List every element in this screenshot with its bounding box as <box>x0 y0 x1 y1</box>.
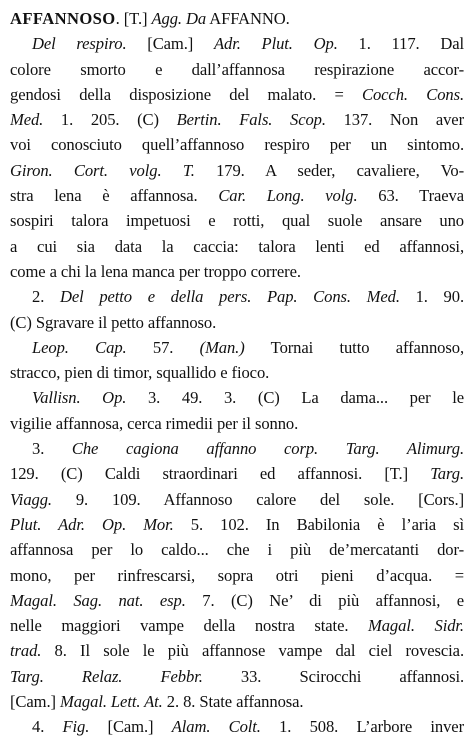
text-line <box>10 563 464 588</box>
text-span: 1. 90. <box>399 287 464 307</box>
italic-text: Fig. <box>62 717 90 737</box>
text-span: 4. <box>32 717 63 737</box>
text-span: vigilie affannosa, cerca rimedii per il sonno. <box>10 413 299 433</box>
text-span: Tornai tutto affannoso, <box>244 337 464 357</box>
italic-text: Agg. Da <box>151 9 207 28</box>
italic-text: Magal. Sidr. <box>368 616 464 636</box>
italic-text: Del respiro. <box>32 34 127 54</box>
text-span: 1. 508. L’arbore inver <box>260 717 464 737</box>
italic-text: Plut. Adr. Op. Mor. <box>10 514 174 534</box>
text-line <box>10 487 464 512</box>
text-line <box>10 638 464 663</box>
text-line <box>10 57 464 82</box>
text-span: sospiri talora impetuosi e rotti, qual suole ansare uno <box>10 211 464 231</box>
italic-text: Leop. Cap. <box>32 337 127 357</box>
text-span: . [T.] <box>115 9 152 28</box>
text-line <box>10 107 464 132</box>
text-line <box>10 436 464 461</box>
text-span: 57. <box>126 337 200 357</box>
italic-text: Car. Long. volg. <box>218 186 358 206</box>
text-span: stra lena è affannosa. <box>10 186 219 206</box>
text-span: [Cam.] <box>89 717 172 737</box>
text-line <box>10 158 464 183</box>
text-span: 129. (C) Caldi straordinari ed affannosi. [T.] <box>10 464 431 484</box>
text-span: 137. Non aver <box>325 110 464 130</box>
italic-text: Vallisn. Op. <box>32 388 127 408</box>
text-span: voi conosciuto quell’affannoso respiro per un sintomo. <box>10 135 464 155</box>
text-span: (C) Sgravare il petto affannoso. <box>10 312 217 332</box>
text-line <box>10 208 464 233</box>
text-span: 5. 102. In Babilonia è l’aria sì <box>173 514 464 534</box>
text-span: a cui sia data la caccia: talora lenti ed affannosi, <box>10 236 464 256</box>
text-span: 8. Il sole le più affannose vampe dal ciel rovescia. <box>41 641 464 661</box>
text-span: 7. (C) Ne’ di più affannosi, e <box>185 590 464 610</box>
text-line <box>10 183 464 208</box>
italic-text: Del petto e della pers. Pap. Cons. Med. <box>59 287 400 307</box>
text-span: 63. Traeva <box>357 186 464 206</box>
text-span: 3. <box>32 439 72 459</box>
text-span: mono, per rinfrescarsi, sopra otri pieni d’acqua. = <box>10 565 464 585</box>
italic-text: Bertin. Fals. Scop. <box>176 110 326 130</box>
italic-text: trad. <box>10 641 42 661</box>
text-span: 9. 109. Affannoso calore del sole. [Cors.] <box>51 489 464 509</box>
text-line <box>10 411 464 436</box>
italic-text: Alam. Colt. <box>171 717 261 737</box>
text-line <box>10 259 464 284</box>
text-line <box>10 512 464 537</box>
text-span: stracco, pien di timor, squallido e fioco. <box>10 363 270 383</box>
text-span: 2. <box>32 287 60 307</box>
text-line <box>10 132 464 157</box>
text-span: 33. Scirocchi affannosi. <box>202 666 464 686</box>
text-line <box>10 6 464 31</box>
italic-text: Med. <box>10 110 44 130</box>
text-line <box>10 588 464 613</box>
text-span: come a chi la lena manca per troppo correre. <box>10 261 301 281</box>
text-line <box>10 461 464 486</box>
text-span: affannosa per lo caldo... che i più de’mercatanti dor- <box>10 540 464 560</box>
italic-text: Cocch. Cons. <box>362 84 464 104</box>
text-line <box>10 284 464 309</box>
italic-text: Giron. Cort. volg. T. <box>10 160 195 180</box>
italic-text: Adr. Plut. Op. <box>213 34 338 54</box>
text-line <box>10 335 464 360</box>
italic-text: (Man.) <box>199 337 245 357</box>
italic-text: Che cagiona affanno corp. Targ. Alimurg. <box>71 439 464 459</box>
headword: AFFANNOSO <box>10 9 116 28</box>
italic-text: Magal. Lett. At. <box>60 692 163 712</box>
text-span: gendosi della disposizione del malato. = <box>10 84 362 104</box>
text-line <box>10 31 464 56</box>
text-line <box>10 537 464 562</box>
italic-text: Viagg. <box>10 489 52 509</box>
text-line <box>10 664 464 689</box>
italic-text: Targ. Relaz. Febbr. <box>10 666 203 686</box>
text-span: 2. 8. State affannosa. <box>162 692 304 712</box>
text-line <box>10 385 464 410</box>
italic-text: Magal. Sag. nat. esp. <box>10 590 186 610</box>
text-line <box>10 360 464 385</box>
text-line <box>10 234 464 259</box>
text-line <box>10 689 464 714</box>
text-line <box>10 310 464 335</box>
text-span: colore smorto e dall’affannosa respirazione accor- <box>10 59 464 79</box>
text-line <box>10 82 464 107</box>
text-line <box>10 714 464 739</box>
dictionary-entry <box>10 6 464 740</box>
italic-text: Targ. <box>430 464 464 484</box>
text-span: 1. 205. (C) <box>43 110 177 130</box>
text-span: 1. 117. Dal <box>337 34 464 54</box>
text-span: 3. 49. 3. (C) La dama... per le <box>126 388 464 408</box>
text-span: nelle maggiori vampe della nostra state. <box>10 616 369 636</box>
text-span: AFFANNO. <box>206 9 290 28</box>
text-span: [Cam.] <box>126 34 214 54</box>
text-span: 179. A seder, cavaliere, Vo- <box>194 160 464 180</box>
text-span: [Cam.] <box>10 692 60 712</box>
